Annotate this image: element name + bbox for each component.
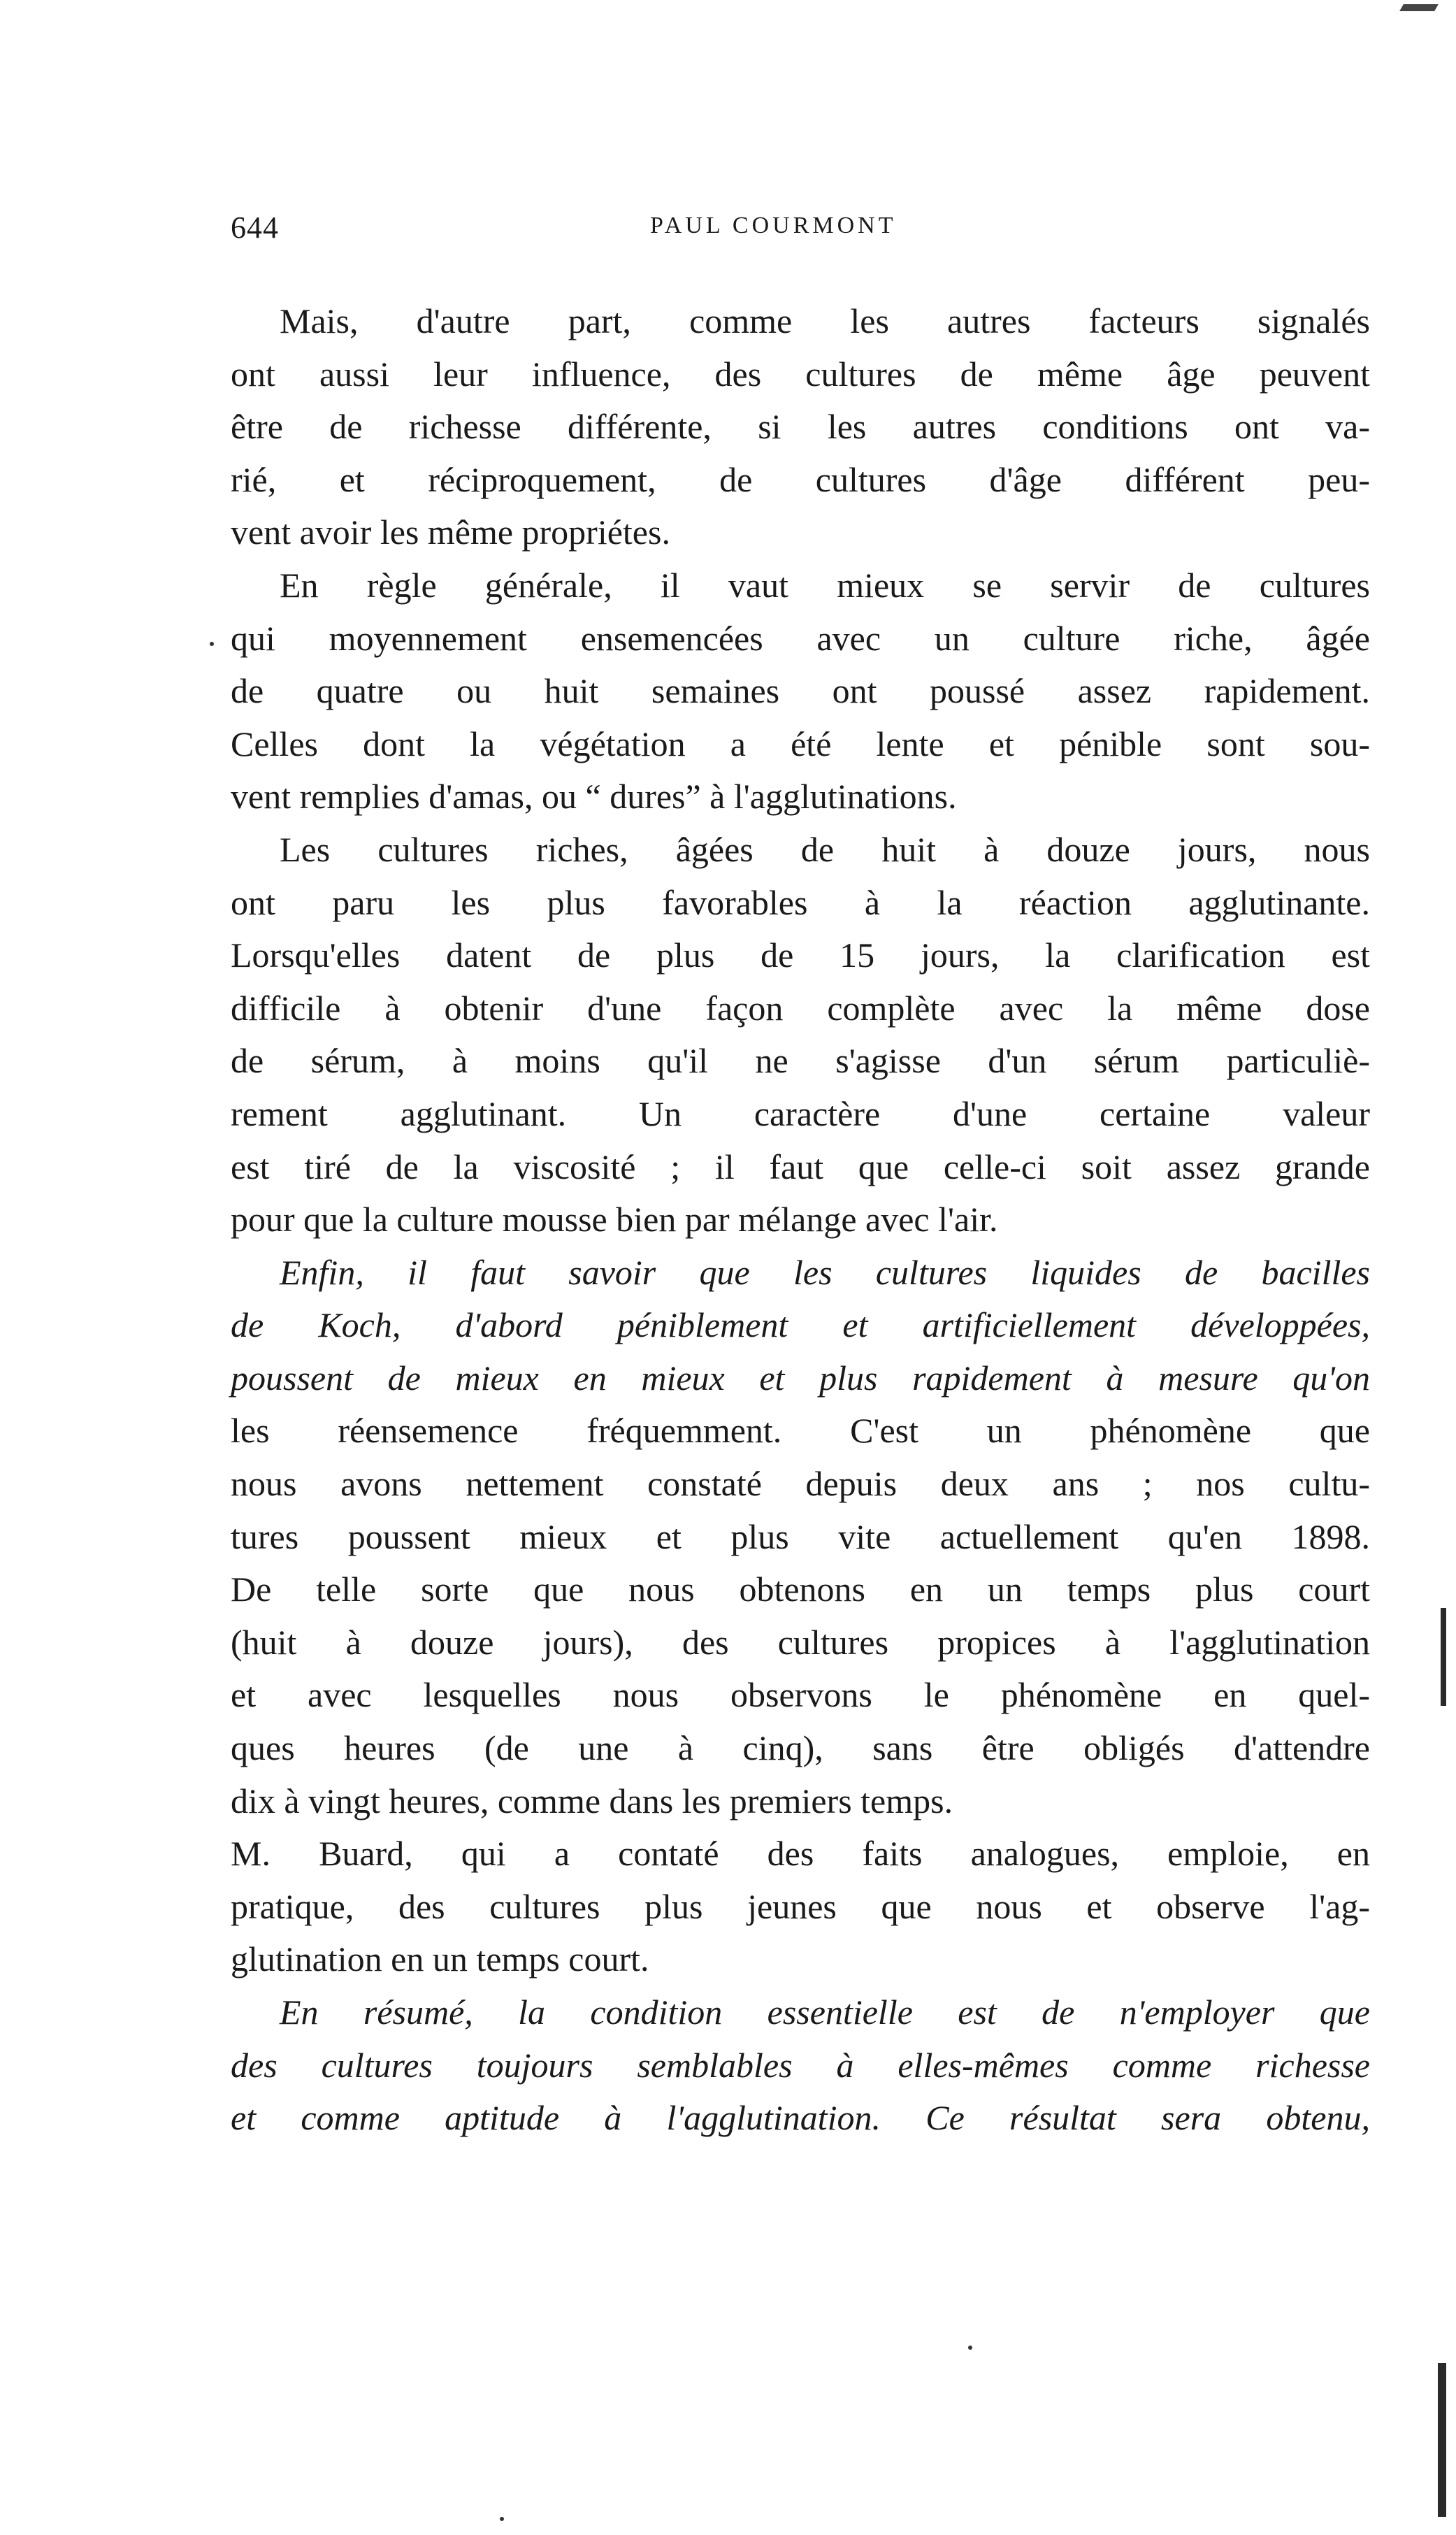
- text-line: les réensemence fréquemment. C'est un phénomène que: [231, 1411, 1370, 1451]
- text-line: difficile à obtenir d'une façon complète avec la même dose: [231, 988, 1370, 1028]
- scan-speck: [500, 2517, 504, 2521]
- text-line: rié, et réciproquement, de cultures d'âge différent peu-: [231, 459, 1370, 499]
- text-line: Enfin, il faut savoir que les cultures liquides de bacilles: [280, 1252, 1370, 1292]
- text-line: De telle sorte que nous obtenons en un temps plus court: [231, 1570, 1370, 1609]
- text-line: Lorsqu'elles datent de plus de 15 jours, la clarification est: [231, 935, 1370, 975]
- text-line: glutination en un temps court.: [231, 1939, 649, 1979]
- text-line: être de richesse différente, si les autres conditions ont va-: [231, 407, 1370, 447]
- text-line: En résumé, la condition essentielle est de n'employer que: [280, 1992, 1370, 2032]
- text-line: est tiré de la viscosité ; il faut que celle-ci soit assez grande: [231, 1147, 1370, 1186]
- page-number: 644: [231, 210, 279, 245]
- running-title: PAUL COURMONT: [650, 213, 897, 238]
- text-line: M. Buard, qui a contaté des faits analogues, emploie, en: [231, 1834, 1370, 1874]
- text-line: des cultures toujours semblables à elles-mêmes comme richesse: [231, 2045, 1370, 2085]
- text-line: ont aussi leur influence, des cultures de même âge peuvent: [231, 354, 1370, 394]
- text-line: Mais, d'autre part, comme les autres facteurs signalés: [280, 301, 1370, 340]
- text-line: poussent de mieux en mieux et plus rapidement à mesure qu'on: [231, 1358, 1370, 1398]
- text-line: et comme aptitude à l'agglutination. Ce résultat sera obtenu,: [231, 2098, 1370, 2138]
- scan-corner-mark: [1399, 4, 1439, 11]
- text-line: pour que la culture mousse bien par mélange avec l'air.: [231, 1200, 998, 1240]
- text-line: dix à vingt heures, comme dans les premiers temps.: [231, 1781, 953, 1821]
- text-line: de Koch, d'abord péniblement et artificiellement développées,: [231, 1305, 1370, 1345]
- text-line: ont paru les plus favorables à la réaction agglutinante.: [231, 882, 1370, 922]
- text-line: En règle générale, il vaut mieux se servir de cultures: [280, 565, 1370, 605]
- scan-edge-mark: [1438, 2363, 1446, 2517]
- scan-speck: [968, 2346, 972, 2350]
- text-line: rement agglutinant. Un caractère d'une certaine valeur: [231, 1093, 1370, 1133]
- text-line: de quatre ou huit semaines ont poussé assez rapidement.: [231, 671, 1370, 711]
- text-line: ques heures (de une à cinq), sans être obligés d'attendre: [231, 1728, 1370, 1768]
- text-line: de sérum, à moins qu'il ne s'agisse d'un sérum particuliè-: [231, 1041, 1370, 1081]
- text-line: vent avoir les même propriétes.: [231, 512, 670, 552]
- text-line: Les cultures riches, âgées de huit à douze jours, nous: [280, 829, 1370, 869]
- text-line: et avec lesquelles nous observons le phénomène en quel-: [231, 1675, 1370, 1715]
- text-line: nous avons nettement constaté depuis deux ans ; nos cultu-: [231, 1464, 1370, 1504]
- text-line: vent remplies d'amas, ou “ dures” à l'agglutinations.: [231, 777, 957, 817]
- text-line: Celles dont la végétation a été lente et pénible sont sou-: [231, 724, 1370, 763]
- text-line: (huit à douze jours), des cultures propices à l'agglutination: [231, 1622, 1370, 1662]
- text-line: pratique, des cultures plus jeunes que nous et observe l'ag-: [231, 1886, 1370, 1926]
- running-head: [231, 210, 1370, 252]
- text-line: qui moyennement ensemencées avec un culture riche, âgée: [231, 618, 1370, 658]
- body-text: [231, 295, 1370, 2145]
- scan-speck: [210, 642, 214, 646]
- text-line: tures poussent mieux et plus vite actuellement qu'en 1898.: [231, 1516, 1370, 1556]
- scan-edge-mark: [1441, 1608, 1446, 1706]
